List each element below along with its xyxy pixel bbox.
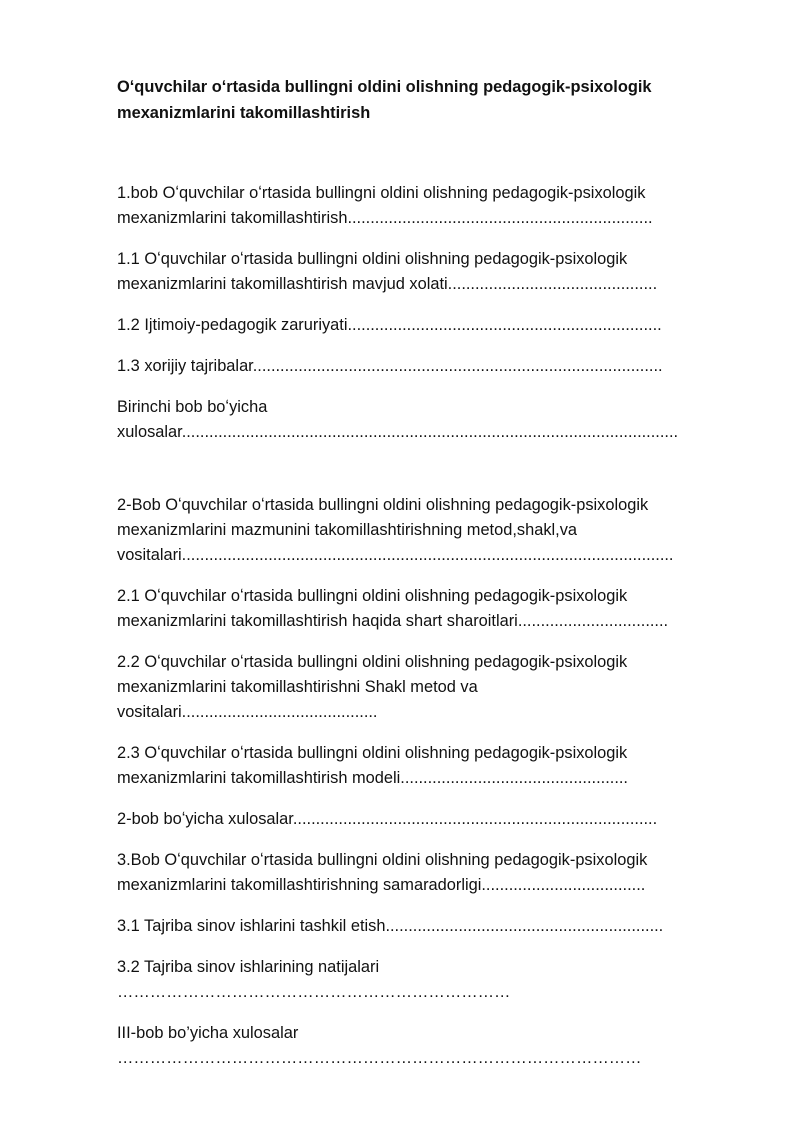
toc-entry-chapter-2: 2-Bob Oʻquvchilar oʻrtasida bullingni oldini olishning pedagogik-psixologik mexanizmlarini mazmunini takomillashtirishning metod,shakl,va vositalari............................................................................................................ — [117, 496, 674, 564]
toc-entry-chapter-3: 3.Bob Oʻquvchilar oʻrtasida bullingni oldini olishning pedagogik-psixologik mexanizmlarini takomillashtirishning samaradorligi.................................... — [117, 851, 648, 894]
toc-entry-chapter-1: 1.bob Oʻquvchilar oʻrtasida bullingni oldini olishning pedagogik-psixologik mexanizmlarini takomillashtirish................................................................... — [117, 184, 653, 227]
document-title: Oʻquvchilar oʻrtasida bullingni oldini olishning pedagogik-psixologik mexanizmlarini takomillashtirish — [117, 78, 652, 122]
toc-entry-chapter-2-conclusions: 2-bob boʻyicha xulosalar................................................................................ — [117, 810, 658, 828]
toc-entry-1-2: 1.2 Ijtimoiy-pedagogik zaruriyati..................................................................... — [117, 316, 662, 334]
toc-entry-2-2: 2.2 Oʻquvchilar oʻrtasida bullingni oldini olishning pedagogik-psixologik mexanizmlarini takomillashtirishni Shakl metod va vositalari........................................... — [117, 653, 628, 721]
toc-entry-3-2: 3.2 Tajriba sinov ishlarining natijalari ……………………………………………………………… — [117, 958, 511, 1001]
toc-entry-1-1: 1.1 Oʻquvchilar oʻrtasida bullingni oldini olishning pedagogik-psixologik mexanizmlarini takomillashtirish mavjud xolati.............................................. — [117, 250, 658, 293]
toc-entry-1-3: 1.3 xorijiy tajribalar.......................................................................................... — [117, 357, 663, 375]
toc-entry-2-1: 2.1 Oʻquvchilar oʻrtasida bullingni oldini olishning pedagogik-psixologik mexanizmlarini takomillashtirish haqida shart sharoitlari................................. — [117, 587, 669, 630]
toc-entry-chapter-3-conclusions: III-bob bo’yicha xulosalar …………………………………………………………………………………… — [117, 1024, 642, 1067]
table-of-contents — [117, 181, 757, 1071]
toc-entry-chapter-1-conclusions: Birinchi bob boʻyicha xulosalar............................................................................................................. — [117, 398, 679, 441]
toc-entry-3-1: 3.1 Tajriba sinov ishlarini tashkil etish............................................................. — [117, 917, 664, 935]
toc-entry-2-3: 2.3 Oʻquvchilar oʻrtasida bullingni oldini olishning pedagogik-psixologik mexanizmlarini takomillashtirish modeli.................................................. — [117, 744, 628, 787]
document-page — [117, 74, 757, 1087]
